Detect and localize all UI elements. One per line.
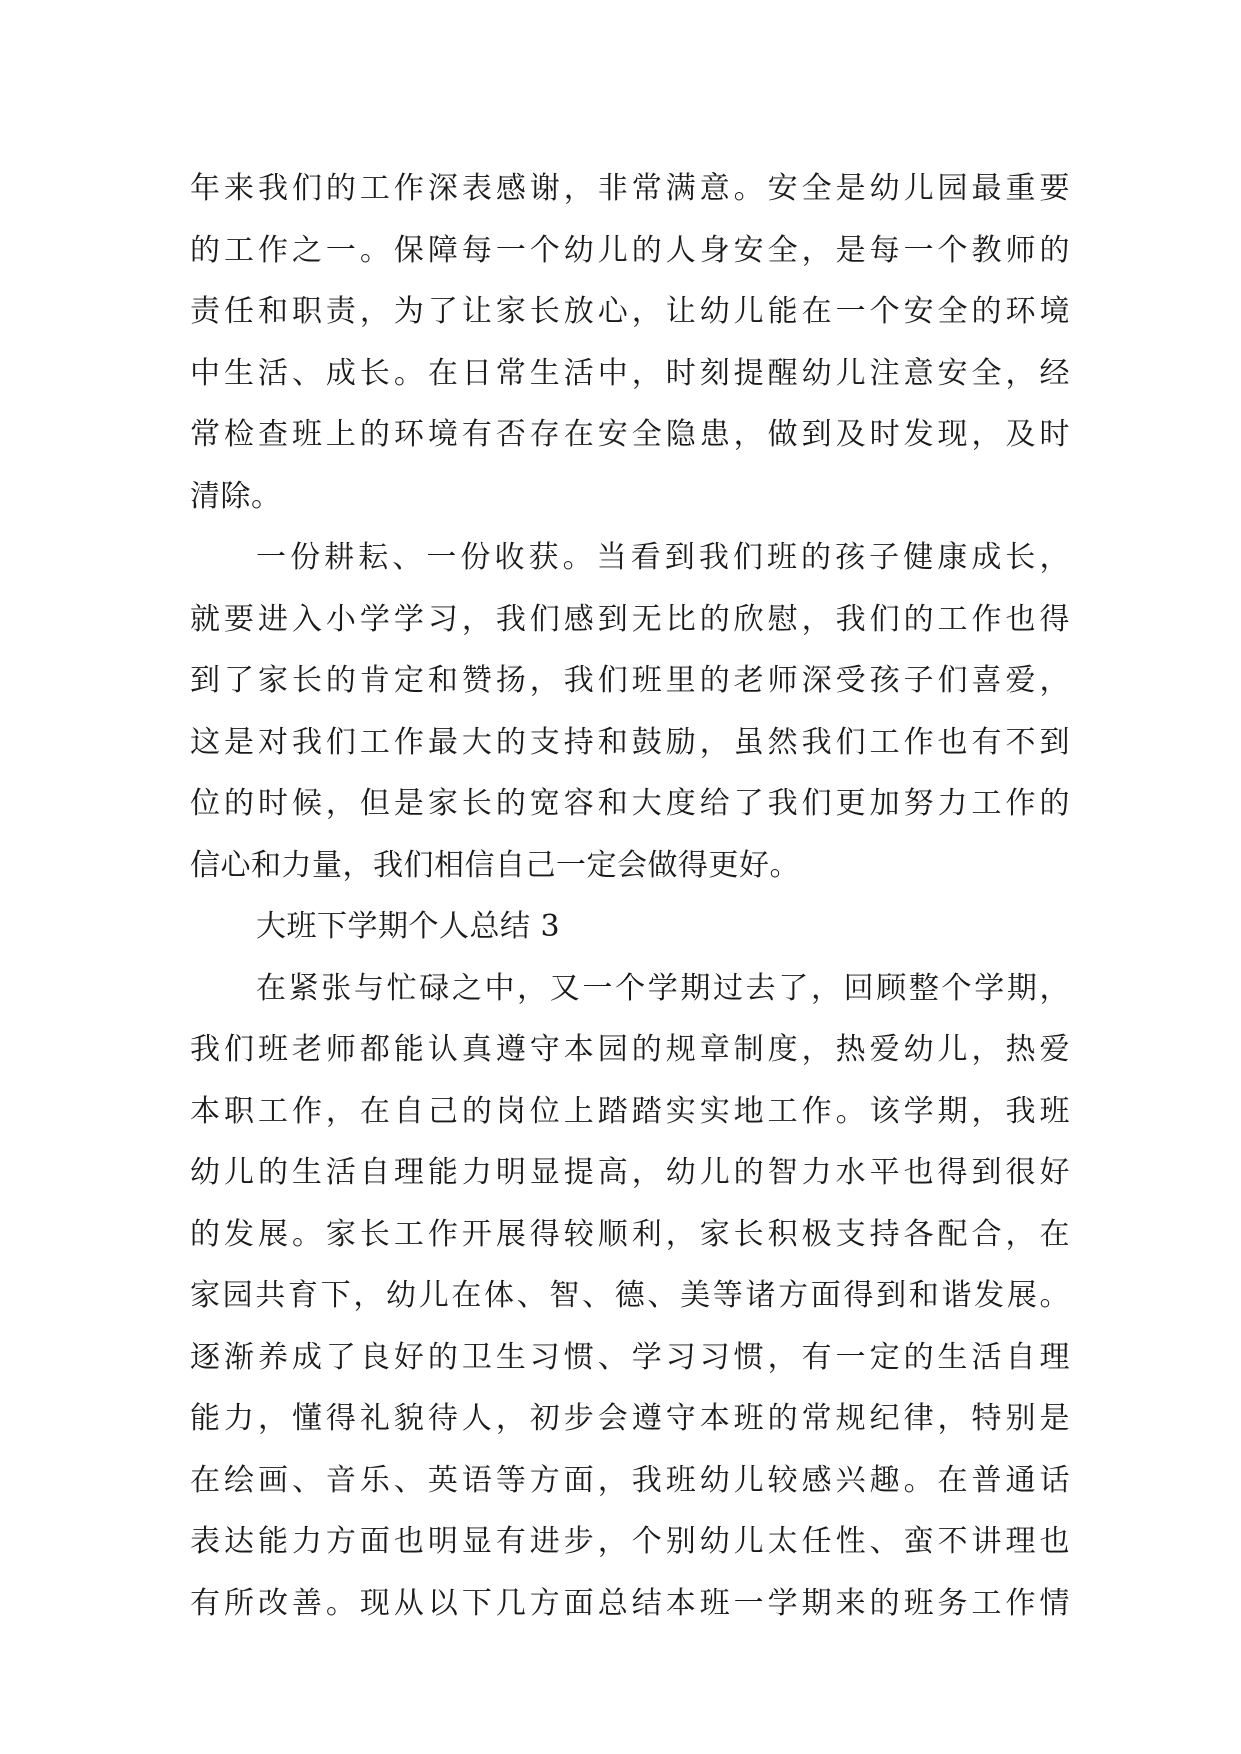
document-body [190,158,1070,1634]
paragraph-line: 在绘画、音乐、英语等方面，我班幼儿较感兴趣。在普通话 [190,1462,1070,1498]
paragraph-line: 有所改善。现从以下几方面总结本班一学期来的班务工作情 [190,1585,1070,1621]
paragraph-line: 年来我们的工作深表感谢，非常满意。安全是幼儿园最重要 [190,171,1070,206]
paragraph-line: 就要进入小学学习，我们感到无比的欣慰，我们的工作也得 [190,601,1070,637]
paragraph-line: 本职工作，在自己的岗位上踏踏实实地工作。该学期，我班 [190,1093,1070,1129]
paragraph-line: 责任和职责，为了让家长放心，让幼儿能在一个安全的环境 [190,294,1070,329]
paragraph-line: 我们班老师都能认真遵守本园的规章制度，热爱幼儿，热爱 [190,1032,1070,1067]
paragraph-line: 表达能力方面也明显有进步，个别幼儿太任性、蛮不讲理也 [190,1524,1070,1559]
paragraph-line: 家园共育下，幼儿在体、智、德、美等诸方面得到和谐发展。 [190,1278,1070,1313]
paragraph-line: 幼儿的生活自理能力明显提高，幼儿的智力水平也得到很好 [190,1155,1070,1190]
paragraph-line: 在紧张与忙碌之中，又一个学期过去了，回顾整个学期， [256,970,1070,1006]
paragraph-line: 中生活、成长。在日常生活中，时刻提醒幼儿注意安全，经 [190,355,1070,391]
paragraph-line: 一份耕耘、一份收获。当看到我们班的孩子健康成长， [256,540,1070,575]
paragraph-line: 常检查班上的环境有否存在安全隐患，做到及时发现，及时 [190,417,1070,452]
paragraph-line: 清除。 [190,478,282,514]
paragraph-line: 到了家长的肯定和赞扬，我们班里的老师深受孩子们喜爱， [190,663,1070,698]
paragraph-line: 位的时候，但是家长的宽容和大度给了我们更加努力工作的 [190,786,1070,821]
paragraph-line: 信心和力量，我们相信自己一定会做得更好。 [190,847,800,883]
paragraph-line: 逐渐养成了良好的卫生习惯、学习习惯，有一定的生活自理 [190,1339,1070,1375]
paragraph-line: 能力，懂得礼貌待人，初步会遵守本班的常规纪律，特别是 [190,1401,1070,1436]
section-heading: 大班下学期个人总结 3 [256,909,561,944]
paragraph-line: 的工作之一。保障每一个幼儿的人身安全，是每一个教师的 [190,232,1070,268]
paragraph-line: 的发展。家长工作开展得较顺利，家长积极支持各配合，在 [190,1216,1070,1252]
paragraph-line: 这是对我们工作最大的支持和鼓励，虽然我们工作也有不到 [190,724,1070,760]
